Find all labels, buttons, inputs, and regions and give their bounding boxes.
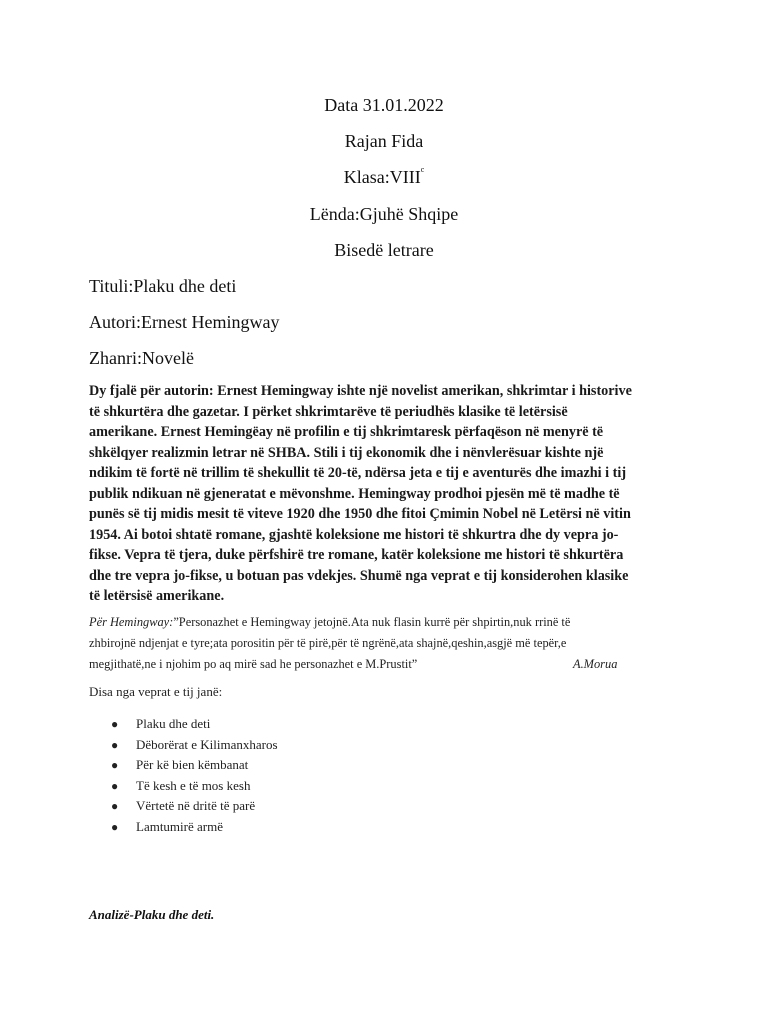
work-title: Të kesh e të mos kesh xyxy=(136,777,251,793)
topic-line: Bisedë letrare xyxy=(334,240,434,260)
quote-lead: Për Hemingway: xyxy=(89,615,174,629)
paragraph-line: të shkurtëra dhe gazetar. I përket shkrimtarëve të periudhës klasike të letërsisë xyxy=(89,403,568,420)
class-superscript: c xyxy=(420,165,425,174)
analysis-heading: Analizë-Plaku dhe deti. xyxy=(89,907,215,922)
paragraph-line: Dy fjalë për autorin: Ernest Hemingway ishte një novelist amerikan, shkrimtar i historive xyxy=(89,383,632,399)
paragraph-line: dhe tre vepra jo-fikse, u botuan pas vdekjes. Shumë nga veprat e tij konsiderohen klasike xyxy=(89,567,629,584)
book-title: Tituli:Plaku dhe deti xyxy=(89,276,237,296)
quote-author: A.Morua xyxy=(573,657,618,671)
quote-line: zhbirojnë ndjenjat e tyre;ata porositin për të pirë,për të ngrënë,ata shajnë,qeshin,asgjë më tepër,e xyxy=(89,636,567,650)
paragraph-line: 1954. Ai botoi shtatë romane, gjashtë koleksione me histori të shkurtra dhe dy vepra jo- xyxy=(89,526,619,543)
class-label: Klasa:VIII xyxy=(343,167,421,187)
paragraph-line: punës së tij midis mesit të viteve 1920 dhe 1950 dhe fitoi Çmimin Nobel në Letërsi në vitin xyxy=(89,506,631,522)
paragraph-line: ndikim të fortë në trillim të shekullit të 20-të, ndërsa jeta e tij e aventurës dhe imazhi i tij xyxy=(89,465,627,481)
paragraph-line: shkëlqyer realizmin letrar në SHBA. Stili i tij ekonomik dhe i nënvlerësuar kishte një xyxy=(89,444,604,461)
about-author-paragraph xyxy=(89,381,674,607)
document-date: Data 31.01.2022 xyxy=(324,95,444,115)
bullet-icon: ● xyxy=(111,799,119,813)
work-title: Lamtumirë armë xyxy=(136,818,223,834)
list-item xyxy=(89,735,278,756)
list-item xyxy=(89,817,278,838)
quote-block xyxy=(89,612,659,675)
list-item xyxy=(89,714,278,735)
student-name: Rajan Fida xyxy=(344,131,424,151)
paragraph-line: fikse. Vepra të tjera, duke përfshirë tre romane, katër koleksione me histori të shkurtëra xyxy=(89,547,624,563)
class-line xyxy=(0,167,768,188)
list-item xyxy=(89,796,278,817)
bullet-icon: ● xyxy=(111,758,119,772)
book-author: Autori:Ernest Hemingway xyxy=(89,312,280,332)
work-title: Për kë bien këmbanat xyxy=(136,757,249,772)
bullet-icon: ● xyxy=(111,819,119,834)
paragraph-line: të letërsisë amerikane. xyxy=(89,588,225,604)
list-item xyxy=(89,776,278,797)
works-intro: Disa nga veprat e tij janë: xyxy=(89,684,223,699)
bullet-icon: ● xyxy=(111,737,119,752)
bullet-icon: ● xyxy=(111,778,119,793)
works-list xyxy=(89,714,278,837)
paragraph-line: publik ndikuan në gjeneratat e mëvonshme. Hemingway prodhoi pjesën më të madhe të xyxy=(89,485,620,502)
quote-text: ”Personazhet e Hemingway jetojnë.Ata nuk flasin kurrë për shpirtin,nuk rrinë të xyxy=(173,615,571,629)
bullet-icon: ● xyxy=(111,717,119,731)
work-title: Dëborërat e Kilimanxharos xyxy=(136,736,278,752)
quote-line: megjithatë,ne i njohim po aq mirë sad he personazhet e M.Prustit” xyxy=(89,657,418,671)
subject-line: Lënda:Gjuhë Shqipe xyxy=(309,204,459,224)
work-title: Plaku dhe deti xyxy=(136,716,211,731)
book-genre: Zhanri:Novelë xyxy=(89,348,194,368)
work-title: Vërtetë në dritë të parë xyxy=(136,798,256,813)
list-item xyxy=(89,755,278,776)
paragraph-line: amerikane. Ernest Hemingëay në profilin e tij shkrimtaresk përfaqëson në menyrë të xyxy=(89,424,604,440)
quote-line xyxy=(89,612,659,633)
